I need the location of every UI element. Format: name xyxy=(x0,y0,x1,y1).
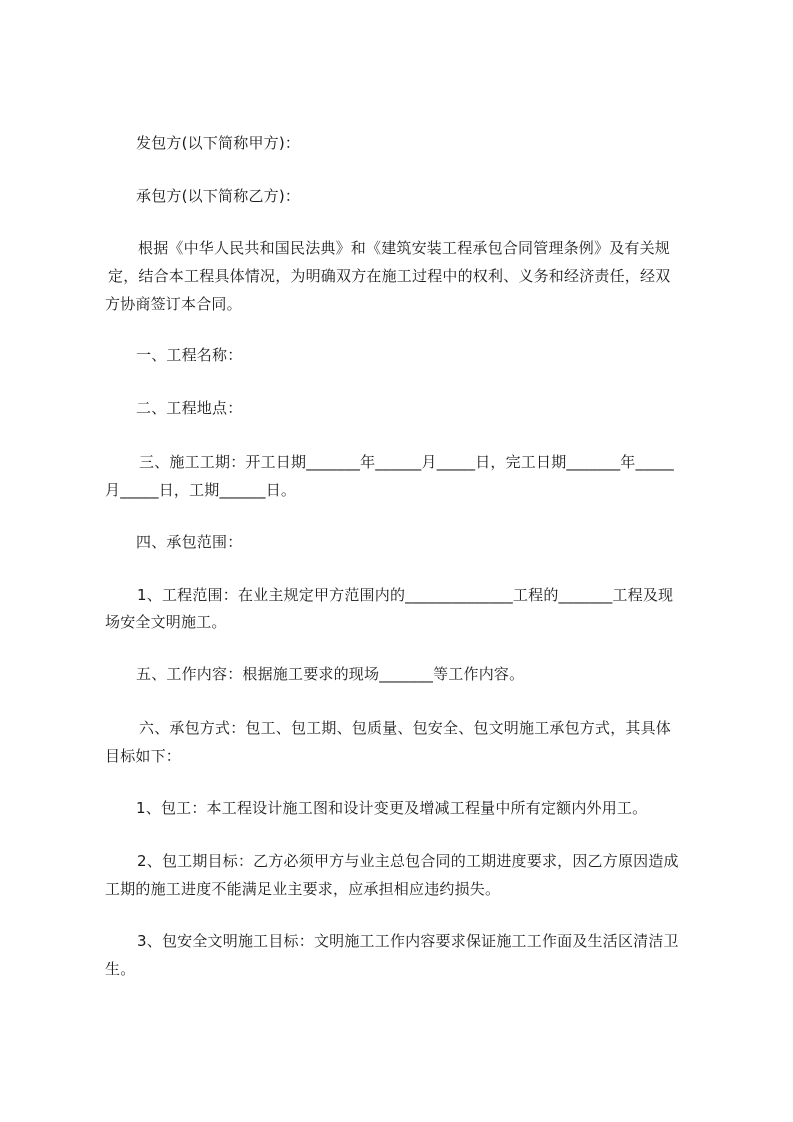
section-6-3-line-2: 生。 xyxy=(105,960,136,978)
preamble-line-2: 定，结合本工程具体情况，为明确双方在施工过程中的权利、义务和经济责任，经双 xyxy=(108,267,671,285)
section-4-1-line-2: 场安全文明施工。 xyxy=(105,613,227,631)
section-4-1-line-1: 1、工程范围：在业主规定甲方范围内的______________工程的_______工程及现 xyxy=(137,586,674,604)
section-3-line-1: 三、施工工期：开工日期_______年______月_____日，完工日期_______年_____ xyxy=(139,453,675,471)
section-6-line-1: 六、承包方式：包工、包工期、包质量、包安全、包文明施工承包方式，其具体 xyxy=(139,719,672,737)
preamble-line-1: 根据《中华人民共和国民法典》和《建筑安装工程承包合同管理条例》及有关规 xyxy=(138,239,671,257)
section-6-3-line-1: 3、包安全文明施工目标：文明施工工作内容要求保证施工工作面及生活区清洁卫 xyxy=(137,932,679,950)
section-6-2-line-2: 工期的施工进度不能满足业主要求，应承担相应违约损失。 xyxy=(105,880,501,898)
section-5-work-content: 五、工作内容：根据施工要求的现场_______等工作内容。 xyxy=(136,665,525,683)
party-b-line: 承包方(以下简称乙方)： xyxy=(136,187,301,205)
section-6-2-line-1: 2、包工期目标：乙方必须甲方与业主总包合同的工期进度要求，因乙方原因造成 xyxy=(137,852,679,870)
section-3-line-2: 月_____日，工期______日。 xyxy=(105,481,297,499)
section-2-project-location: 二、工程地点： xyxy=(136,399,243,417)
party-a-line: 发包方(以下简称甲方)： xyxy=(136,134,301,152)
section-6-1-labor: 1、包工：本工程设计施工图和设计变更及增减工程量中所有定额内外用工。 xyxy=(136,799,648,817)
section-1-project-name: 一、工程名称： xyxy=(136,346,243,364)
section-6-line-2: 目标如下： xyxy=(105,747,182,765)
preamble-line-3: 方协商签订本合同。 xyxy=(105,295,242,313)
section-4-scope: 四、承包范围： xyxy=(136,533,243,551)
